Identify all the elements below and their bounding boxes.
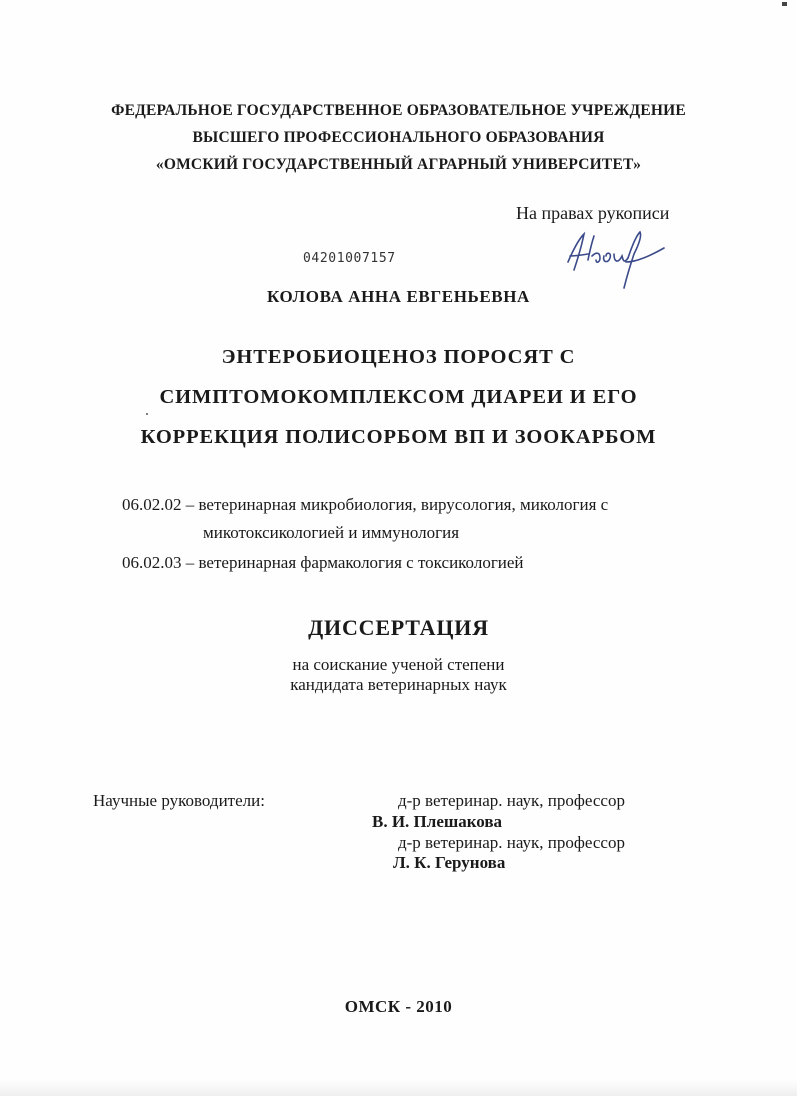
supervisor-2-title: д-р ветеринар. наук, профессор — [398, 833, 625, 852]
registration-number: 04201007157 — [303, 251, 396, 266]
author-name: КОЛОВА АННА ЕВГЕНЬЕВНА — [267, 287, 530, 306]
author-signature-image — [560, 226, 670, 292]
supervisor-1-title: д-р ветеринар. наук, профессор — [398, 791, 625, 810]
supervisors-label: Научные руководители: — [93, 791, 265, 810]
specialty-1-line-2: микотоксикологией и иммунология — [203, 523, 460, 542]
manuscript-rights-note: На правах рукописи — [516, 203, 670, 223]
scan-corner-mark — [782, 2, 787, 6]
scan-speck — [146, 413, 148, 415]
specialty-2: 06.02.03 – ветеринарная фармакология с токсикологией — [122, 553, 524, 572]
institution-line-3: «ОМСКИЙ ГОСУДАРСТВЕННЫЙ АГРАРНЫЙ УНИВЕРСИТЕТ» — [155, 156, 642, 173]
specialty-1-line-1: 06.02.02 – ветеринарная микробиология, вирусология, микология с — [122, 495, 609, 514]
city-year: ОМСК - 2010 — [344, 997, 453, 1016]
supervisor-2-name: Л. К. Герунова — [393, 853, 506, 872]
document-type: ДИССЕРТАЦИЯ — [308, 615, 489, 640]
degree-line-1: на соискание ученой степени — [292, 655, 505, 674]
title-line-3: КОРРЕКЦИЯ ПОЛИСОРБОМ ВП И ЗООКАРБОМ — [140, 426, 657, 448]
degree-line-2: кандидата ветеринарных наук — [290, 675, 507, 694]
title-line-2: СИМПТОМОКОМПЛЕКСОМ ДИАРЕИ И ЕГО — [159, 386, 638, 408]
title-line-1: ЭНТЕРОБИОЦЕНОЗ ПОРОСЯТ С — [221, 346, 576, 368]
supervisor-1-name: В. И. Плешакова — [372, 812, 503, 831]
institution-line-2: ВЫСШЕГО ПРОФЕССИОНАЛЬНОГО ОБРАЗОВАНИЯ — [192, 129, 605, 146]
institution-line-1: ФЕДЕРАЛЬНОЕ ГОСУДАРСТВЕННОЕ ОБРАЗОВАТЕЛЬНОЕ УЧРЕЖДЕНИЕ — [111, 102, 686, 119]
scan-bottom-edge — [0, 1080, 797, 1096]
